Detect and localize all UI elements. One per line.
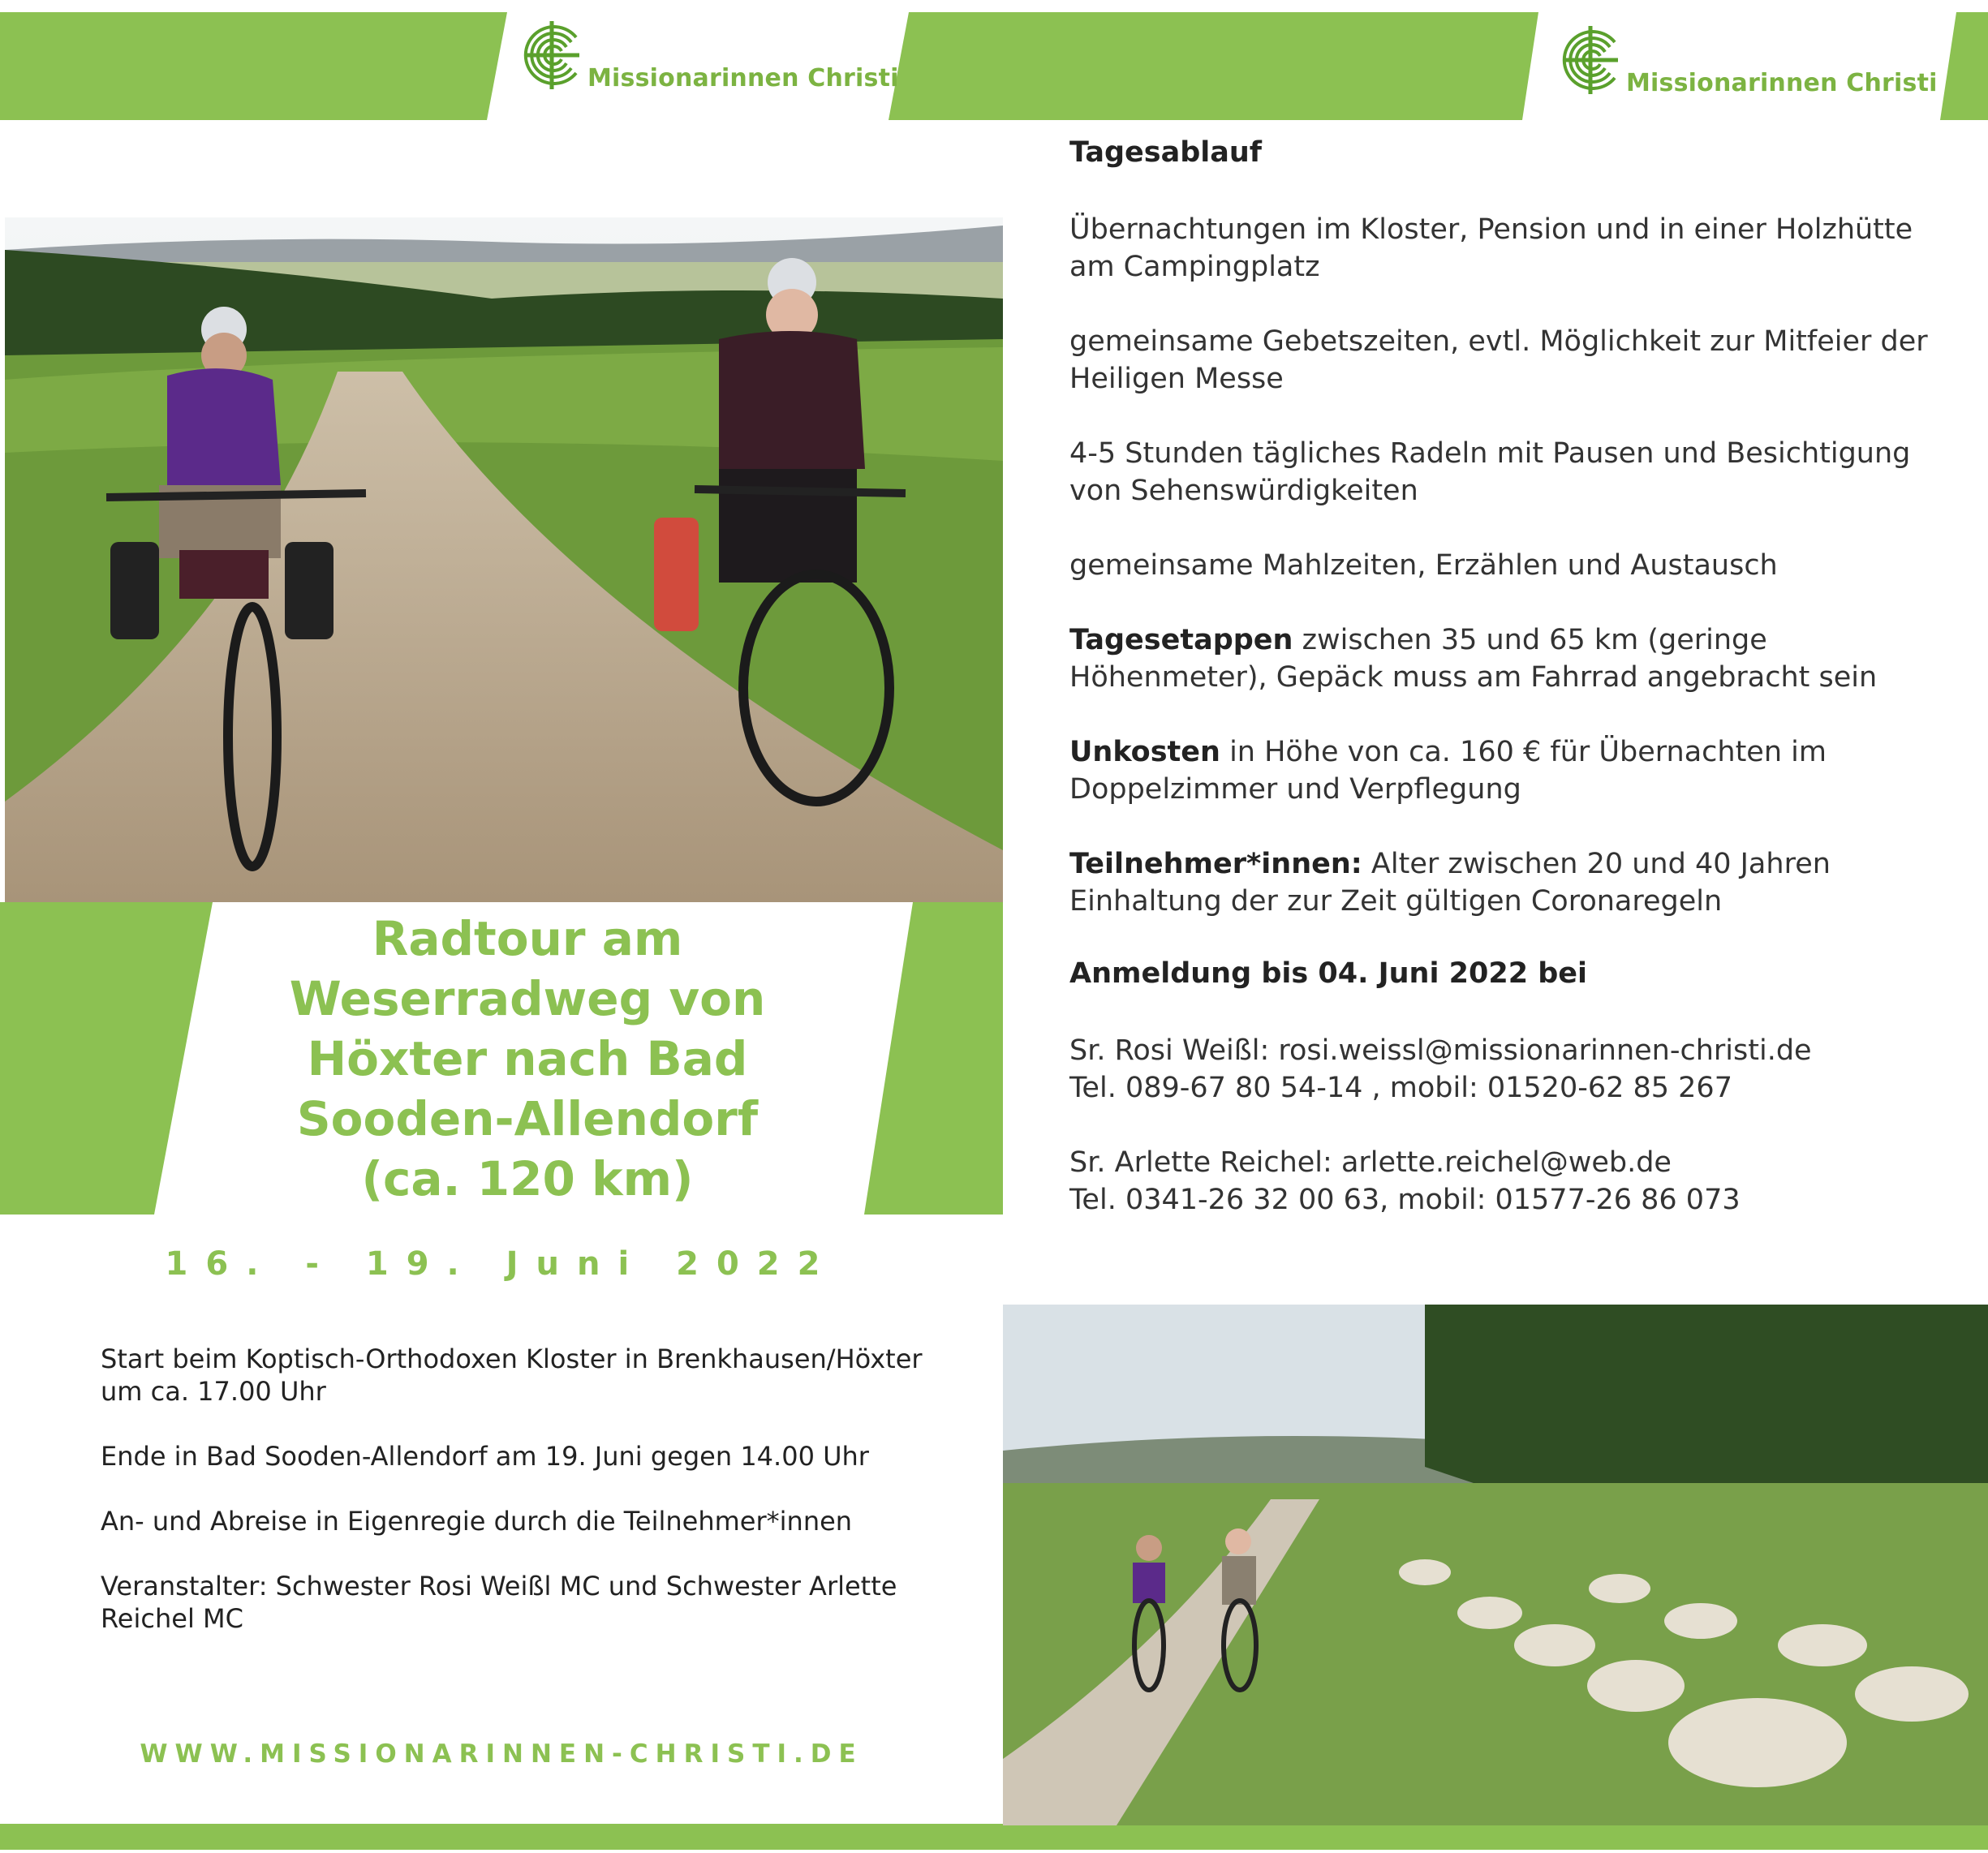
meals-text: gemeinsame Mahlzeiten, Erzählen und Austausch (1069, 549, 1778, 582)
bottom-stripe-right (1003, 1825, 1988, 1853)
title-line: Weserradweg von (289, 971, 766, 1026)
cyclists-photo (5, 217, 1003, 902)
contact-arlette (1069, 1144, 1962, 1219)
contact-arlette-phone: Tel. 0341-26 32 00 63, mobil: 01577-26 86 073 (1069, 1184, 1741, 1216)
registration-heading: Anmeldung bis 04. Juni 2022 bei (1069, 957, 1588, 990)
title-line: Höxter nach Bad (307, 1031, 748, 1086)
stages-detail: zwischen 35 und 65 km (geringe Höhenmeter), Gepäck muss am Fahrrad angebracht sein (1069, 624, 1878, 694)
logo-emblem-icon (519, 15, 584, 96)
website-link[interactable]: WWW.MISSIONARINNEN-CHRISTI.DE (140, 1739, 863, 1769)
logo-emblem-icon (1558, 19, 1623, 101)
costs-label: Unkosten (1069, 736, 1220, 768)
event-title (243, 909, 811, 1209)
contact-rosi (1069, 1032, 1962, 1107)
contact-arlette-email[interactable]: Sr. Arlette Reichel: arlette.reichel@web.de (1069, 1146, 1672, 1179)
stages-text (1069, 621, 1962, 696)
bottom-stripe (0, 1824, 1003, 1853)
back-panel (1003, 0, 1988, 1853)
schedule-heading: Tagesablauf (1069, 136, 1263, 169)
participants-label: Teilnehmer*innen: (1069, 848, 1362, 880)
title-line: Radtour am (372, 911, 683, 966)
title-line: (ca. 120 km) (361, 1151, 694, 1206)
travel-info: An- und Abreise in Eigenregie durch die Teilnehmer*innen (101, 1506, 853, 1537)
stages-label: Tagesetappen (1069, 624, 1293, 656)
costs-detail: in Höhe von ca. 160 € für Übernachten im Doppelzimmer und Verpflegung (1069, 736, 1827, 806)
contact-rosi-email[interactable]: Sr. Rosi Weißl: rosi.weissl@missionarinnen-christi.de (1069, 1034, 1812, 1067)
accommodation-text: Übernachtungen im Kloster, Pension und in einer Holzhütte am Campingplatz (1069, 213, 1913, 283)
costs-text (1069, 733, 1962, 808)
start-info: Start beim Koptisch-Orthodoxen Kloster in Brenkhausen/Höxter um ca. 17.00 Uhr (101, 1344, 923, 1407)
logo-text: Missionarinnen Christi (587, 64, 899, 92)
event-date: 16. - 19. Juni 2022 (165, 1245, 838, 1283)
logo-text: Missionarinnen Christi (1626, 69, 1938, 97)
organizer-info: Veranstalter: Schwester Rosi Weißl MC und Schwester Arlette Reichel MC (101, 1571, 897, 1634)
logo-right (1558, 19, 1938, 101)
participants-text (1069, 845, 1962, 920)
logo (519, 15, 899, 96)
end-info: Ende in Bad Sooden-Allendorf am 19. Juni gegen 14.00 Uhr (101, 1441, 869, 1472)
sheep-photo (1003, 1305, 1988, 1825)
prayer-text: gemeinsame Gebetszeiten, evtl. Möglichkeit zur Mitfeier der Heiligen Messe (1069, 325, 1928, 395)
title-line: Sooden-Allendorf (296, 1091, 759, 1146)
contact-rosi-phone: Tel. 089-67 80 54-14 , mobil: 01520-62 85 267 (1069, 1072, 1732, 1104)
participants-detail: Alter zwischen 20 und 40 Jahren Einhaltung der zur Zeit gültigen Coronaregeln (1069, 848, 1831, 918)
cycling-text: 4-5 Stunden tägliches Radeln mit Pausen und Besichtigung von Sehenswürdigkeiten (1069, 437, 1911, 507)
